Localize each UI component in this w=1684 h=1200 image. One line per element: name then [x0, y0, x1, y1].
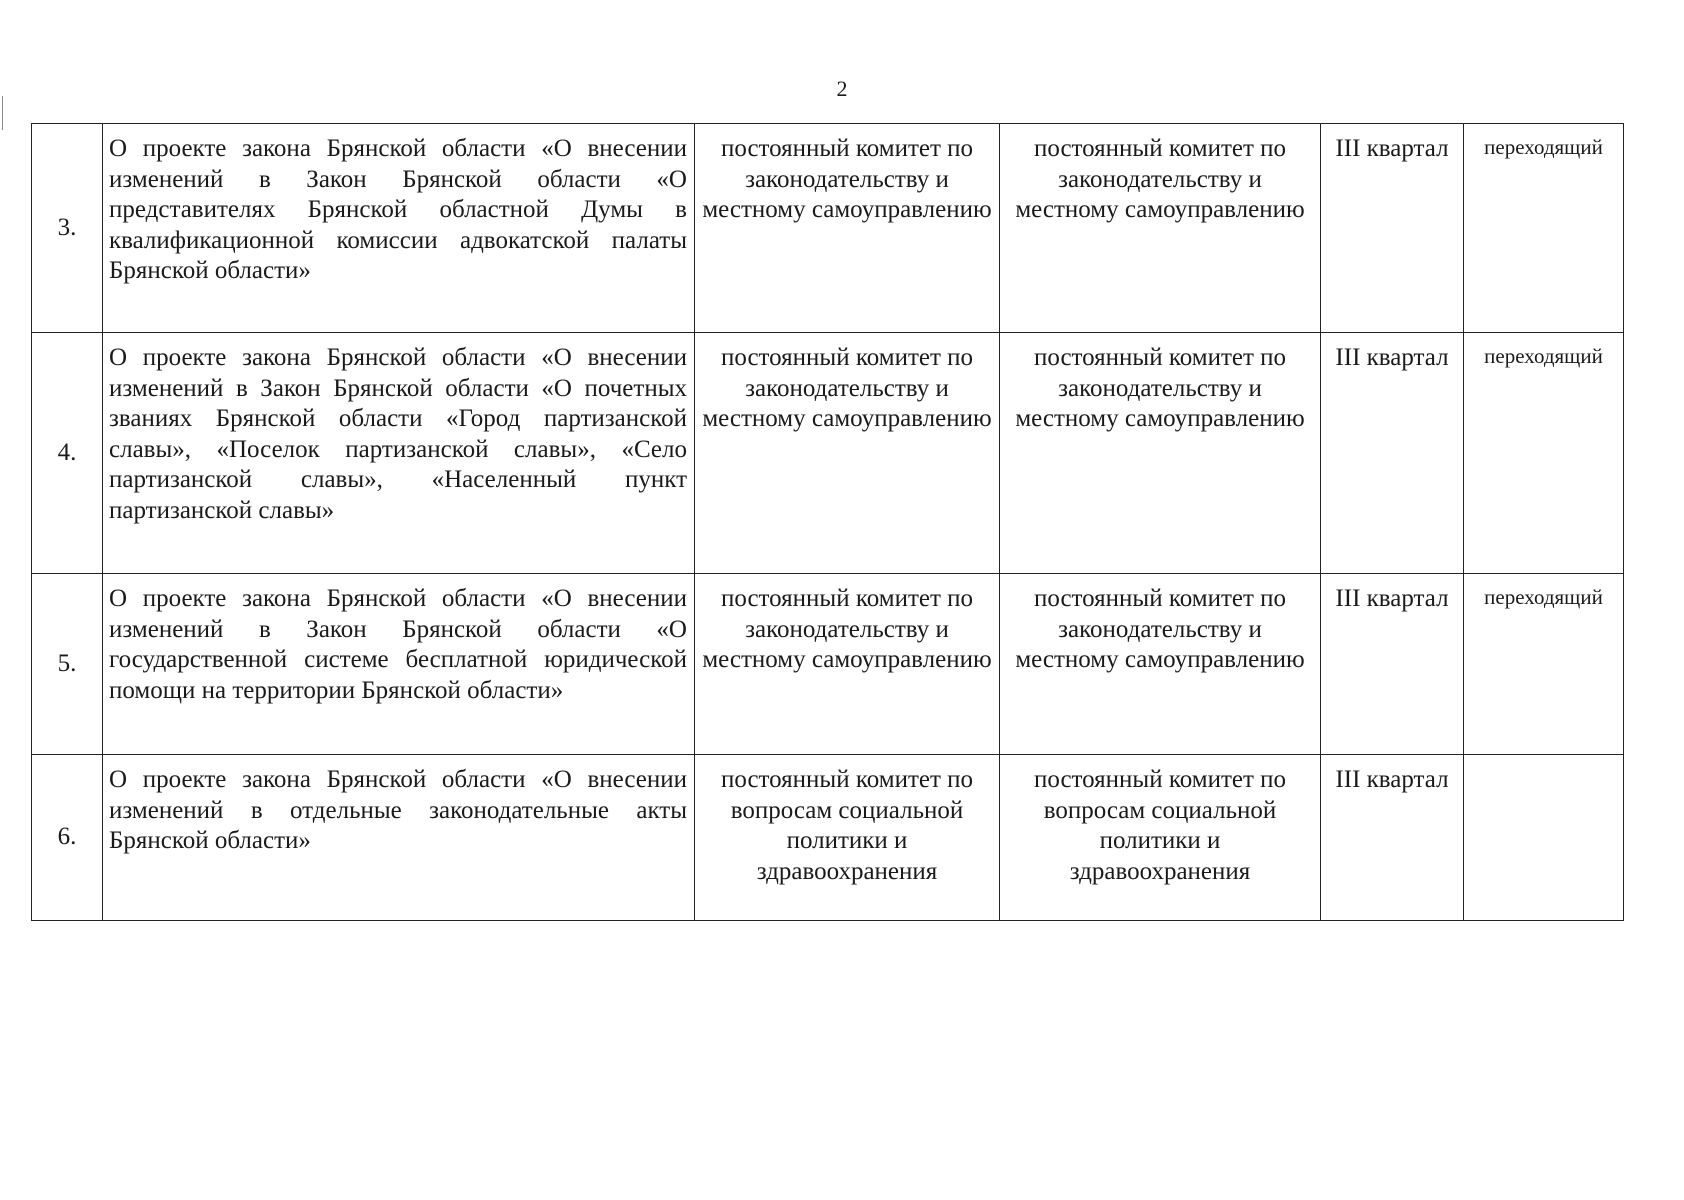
page-number: 2 [836, 76, 848, 101]
preparing-committee: постоянный комитет по законодательству и местному самоуправлению [1000, 124, 1321, 333]
table-row [32, 574, 1624, 755]
term-quarter: III квартал [1321, 333, 1464, 574]
table-row [32, 755, 1624, 921]
preparing-committee: постоянный комитет по законодательству и местному самоуправлению [1000, 333, 1321, 574]
row-number: 3. [32, 124, 103, 333]
carryover-note: переходящий [1464, 333, 1624, 574]
responsible-committee: постоянный комитет по законодательству и местному самоуправлению [695, 333, 1000, 574]
row-number: 4. [32, 333, 103, 574]
responsible-committee: постоянный комитет по законодательству и местному самоуправлению [695, 124, 1000, 333]
row-number: 5. [32, 574, 103, 755]
table-row [32, 333, 1624, 574]
bill-title: О проекте закона Брянской области «О внесении изменений в Закон Брянской области «О представителях Брянской областной Думы в квалификационной комиссии адвокатской палаты Брянской области» [103, 124, 695, 333]
carryover-note [1464, 755, 1624, 921]
responsible-committee: постоянный комитет по вопросам социальной политики и здравоохранения [695, 755, 1000, 921]
legislative-plan-table [31, 123, 1624, 921]
term-quarter: III квартал [1321, 755, 1464, 921]
carryover-note: переходящий [1464, 124, 1624, 333]
term-quarter: III квартал [1321, 124, 1464, 333]
preparing-committee: постоянный комитет по законодательству и местному самоуправлению [1000, 574, 1321, 755]
bill-title: О проекте закона Брянской области «О внесении изменений в отдельные законодательные акты Брянской области» [103, 755, 695, 921]
bill-title: О проекте закона Брянской области «О внесении изменений в Закон Брянской области «О почетных званиях Брянской области «Город партизанской славы», «Поселок партизанской славы», «Село партизанской славы», «Населенный пункт партизанской славы» [103, 333, 695, 574]
preparing-committee: постоянный комитет по вопросам социальной политики и здравоохранения [1000, 755, 1321, 921]
term-quarter: III квартал [1321, 574, 1464, 755]
scan-margin-mark [2, 96, 3, 130]
carryover-note: переходящий [1464, 574, 1624, 755]
bill-title: О проекте закона Брянской области «О внесении изменений в Закон Брянской области «О государственной системе бесплатной юридической помощи на территории Брянской области» [103, 574, 695, 755]
responsible-committee: постоянный комитет по законодательству и местному самоуправлению [695, 574, 1000, 755]
table-row [32, 124, 1624, 333]
row-number: 6. [32, 755, 103, 921]
